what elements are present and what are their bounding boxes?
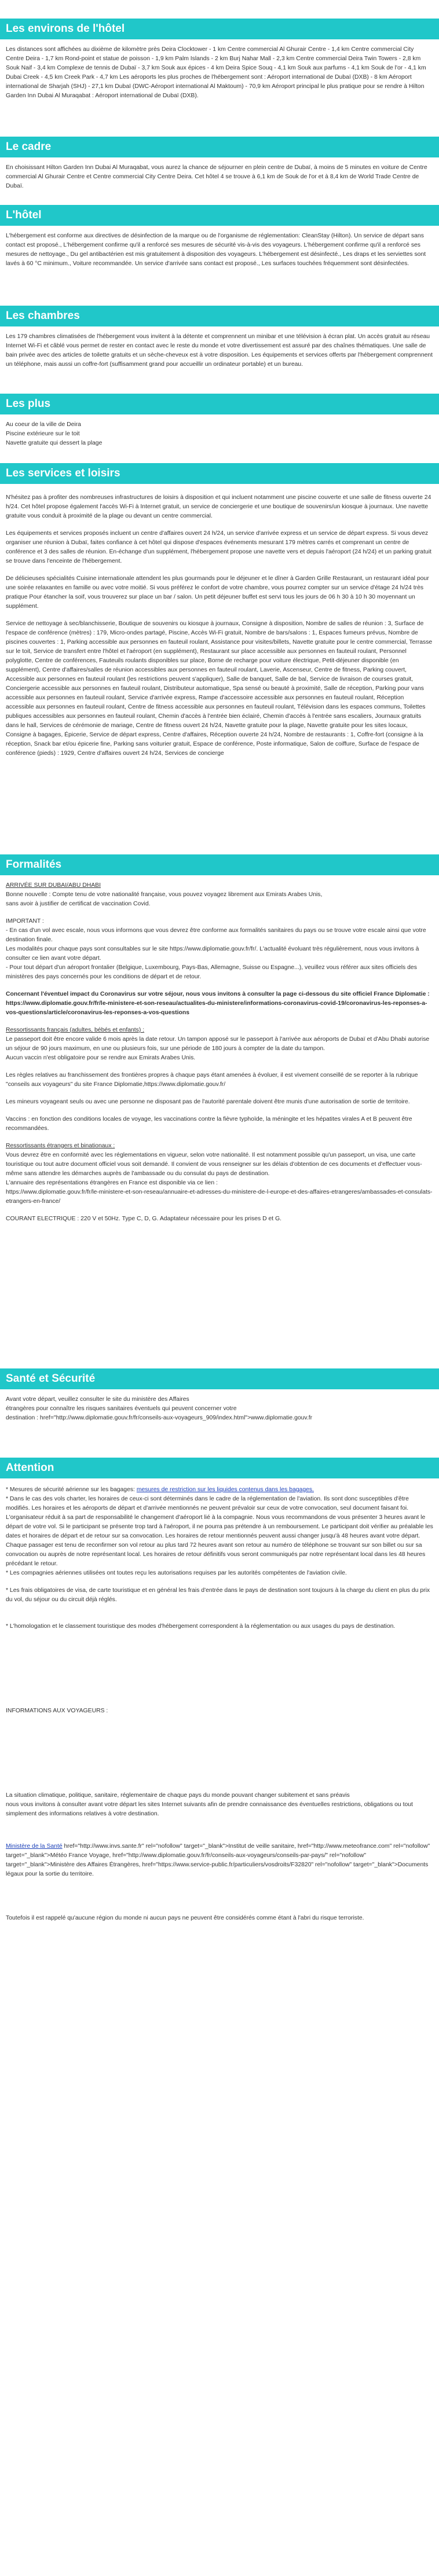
section-header-chambres: Les chambres — [0, 306, 439, 326]
hotel-text — [6, 232, 433, 277]
section-formalites — [0, 854, 439, 875]
sante-line: Avant votre départ, veuillez consulter le site du ministère des Affaires — [6, 1396, 189, 1403]
section-header-attention: Attention — [0, 1458, 439, 1478]
sante-line: destination : href="http://www.diplomatie.gouv.fr/fr/conseils-aux-voyageurs_909/index.html">www.diplomatie.gouv.fr — [6, 1415, 313, 1421]
plus-item: Piscine extérieure sur le toit — [6, 431, 80, 437]
cadre-text — [6, 163, 433, 199]
etrangers-text: L'annuaire des représentations étrangères en France est disponible via ce lien : — [6, 1180, 218, 1186]
attention-text — [6, 1485, 433, 1931]
attention-item: * L'homologation et le classement touristique des modes d'hébergement correspondent à la réglementation ou aux usages du pays de destination. — [6, 1623, 396, 1630]
section-attention — [0, 1458, 439, 1478]
important-heading: IMPORTANT : — [6, 918, 44, 924]
important-item: - Pour tout départ d'un aéroport frontalier (Belgique, Luxembourg, Pays-Bas, Allemagne, Suisse ou Espagne...), veuillez vous référer aux sites officiels des ministères des pays concernés pour les conditions de départ et de retour. — [6, 964, 417, 980]
important-item: - En cas d'un vol avec escale, nous vous informons que vous devrez être conforme aux formalités sanitaires du pays ou se trouve votre escale ainsi que votre destination finale. — [6, 927, 426, 943]
plus-item: Navette gratuite qui dessert la plage — [6, 440, 103, 446]
attention-item: * Les frais obligatoires de visa, de carte touristique et en général les frais d'entrée dans le pays de destination sont toujours à la charge du client en plus du prix du vol, du séjour ou du circuit déjà réglés. — [6, 1587, 430, 1603]
situation-text: nous vous invitons à consulter avant votre départ les sites Internet suivants afin de prendre connaissance des éventuelles restrictions, obligations ou tout simplement des informations relatives à votre destination. — [6, 1801, 413, 1817]
chambres-text — [6, 332, 433, 377]
sante-text — [6, 1395, 433, 1423]
formalites-line: sans avoir à justifier de certificat de vaccination Covid. — [6, 901, 151, 907]
section-header-formalites: Formalités — [0, 854, 439, 875]
section-services — [0, 463, 439, 484]
ressortissants-text: Aucun vaccin n'est obligatoire pour se rendre aux Emirats Arabes Unis. — [6, 1055, 196, 1061]
section-header-environs: Les environs de l'hôtel — [0, 19, 439, 39]
section-sante — [0, 1368, 439, 1389]
etrangers-heading: Ressortissants étrangers et binationaux : — [6, 1143, 115, 1149]
vaccins-text: Vaccins : en fonction des conditions locales de voyage, les vaccinations contre la fièvre typhoïde, la méningite et les hépatites virales A et B peuvent être recommandées. — [6, 1116, 412, 1132]
arrivee-heading: ARRIVÉE SUR DUBAI/ABU DHABI — [6, 882, 101, 889]
plus-list — [6, 420, 433, 448]
attention-item: * Les compagnies aériennes utilisées ont toutes reçu les autorisations requises par les autorités compétentes de l'aviation civile. — [6, 1570, 347, 1576]
liens-officiels-text: href="http://www.invs.sante.fr" rel="nofollow" target="_blank">Institut de veille sanitaire, href="http://www.meteofrance.com" rel="nofollow" target="_blank">Météo France Voyage, href="http://www.diplomatie.gouv.fr/fr/conseils-aux-voyageurs/conseils-par-pays/" rel="nofollow" target="_blank">Ministère des Affaires Étrangères, href="https://www.service-public.fr/particuliers/vosdroits/F32820" rel="nofollow" target="_blank">Documents légaux pour la sortie du territoire. — [6, 1843, 430, 1877]
plus-item: Au coeur de la ville de Deira — [6, 421, 81, 428]
cadre-paragraph: En choisissant Hilton Garden Inn Dubai Al Muraqabat, vous aurez la chance de séjourner en plein centre de Dubaï, à moins de 5 minutes en voiture de Centre commercial Al Ghurair Centre et Centre commercial City Centre Deira. Cet hôtel 4 se trouve à 6,1 km de Souk de l'or et à 8,4 km de World Trade Centre de Dubaï. — [6, 164, 427, 189]
environs-paragraph: Les distances sont affichées au dixième de kilomètre près Deira Clocktower - 1 km Centre commercial Al Ghurair Centre - 1,4 km Centre commercial City Centre Deira - 1,7 km Rond-point et statue de poisson - 1,9 km Palm Islands - 2 km Burj Nahar Mall - 2,3 km Centre commercial Deira Twin Towers - 2,8 km Souk Naif - 3,4 km Complexe de tennis de Dubaï - 3,7 km Souk aux épices - 4 km Deira Spice Souq - 4,1 km Souk aux parfums - 4,1 km Souk de l'or - 4,1 km Dubai Creek - 4,5 km Creek Park - 4,7 km Les aéroports les plus proches de l'hébergement sont : Aéroport international de Dubaï (DXB) - 8 km Aéroport international de Sharjah (SHJ) - 27,1 km Dubaï (DWC-Aéroport international Al Maktoum) - 70,9 km Aéroport principal le plus pratique pour se rendre à Hilton Garden Inn Dubai Al Muraqabat : Aéroport international de Dubaï (DXB). — [6, 46, 426, 99]
situation-text: La situation climatique, politique, sanitaire, réglementaire de chaque pays du monde pouvant changer subitement et sans préavis — [6, 1792, 350, 1799]
services-paragraph-4: Service de nettoyage à sec/blanchisserie, Boutique de souvenirs ou kiosque à journaux, Consigne à disposition, Nombre de salles de réunion : 3, Surface de l'espace de conférence (mètres) : 179, Micro-ondes partagé, Piscine, Accès Wi-Fi gratuit, Nombre de bars/salons : 1, Espaces fumeurs prévus, Nombre de piscines couvertes : 1, Parking accessible aux personnes en fauteuil roulant, Assistance pour visites/billets, Navette gratuite pour le centre commercial, Terrasse sur le toit, Service de transfert entre l'hôtel et l'aéroport (en supplément), Restaurant sur place accessible aux personnes en fauteuil roulant, Personnel polyglotte, Centre de conférences, Fauteuils roulants disponibles sur place, Borne de recharge pour voiture électrique, Petit-déjeuner disponible (en supplément), Centre d'affaires/salles de réunion accessibles aux personnes en fauteuil roulant, Laverie, Ascenseur, Centre de fitness, Parking couvert, Accessible aux personnes en fauteuil roulant (les restrictions peuvent s'appliquer), Salle de banquet, Salle de bal, Service de livraison de courses gratuit, Conciergerie accessible aux personnes en fauteuil roulant, Distributeur automatique, Spa sensé ou beauté à proximité, Salle de réception, Parking pour vans accessible aux personnes en fauteuil roulant, Service d'arrivée express, Rampe d'accessoire accessible aux personnes en fauteuil roulant, Réception accessible aux personnes en fauteuil roulant, Centre de fitness accessible aux personnes en fauteuil roulant, Télévision dans les espaces communs, Toilettes publiques accessibles aux personnes en fauteuil roulant, Chemin d'accès à l'entrée bien éclairé, Chemin d'accès à l'entrée sans escaliers, Journaux gratuits dans le hall, Services de cérémonie de mariage, Centre de fitness ouvert 24 h/24, Navette gratuite pour la plage, Navette gratuite pour les sites locaux, Consigne à bagages, Épicerie, Service de départ express, Centre d'affaires, Réception ouverte 24 h/24, Nombre de restaurants : 1, Coffre-fort (consigne à la réception, Snack bar et/ou épicerie fine, Parking sans voiturier gratuit, Espace de conférence, Poste informatique, Salon de coiffure, Surface de l'espace de conférence (pieds) : 1929, Centre d'affaires ouvert 24 h/24, Services de concierge — [6, 621, 433, 757]
section-header-hotel: L'hôtel — [0, 205, 439, 226]
environs-text — [6, 45, 433, 109]
etrangers-text: Vous devrez être en conformité avec les réglementations en vigueur, selon votre nationalité. Il est notamment possible qu'un passeport, un visa, une carte touristique ou tout autre document officiel vous soit demandé. Il convient de vous renseigner sur les délais d'obtention de ces documents et d'effectuer vous-même sans attendre les démarches auprès de l'ambassade ou du consulat du pays de destination. — [6, 1152, 422, 1177]
important-item: Les modalités pour chaque pays sont consultables sur le site https://www.diplomatie.gouv.fr/fr/. L'actualité évoluant très régulièrement, nous vous invitons à consulter ce lien avant votre départ. — [6, 946, 419, 962]
formalites-text — [6, 881, 433, 1232]
section-cadre — [0, 137, 439, 157]
services-paragraph-3: De délicieuses spécialités Cuisine internationale attendent les plus gourmands pour le déjeuner et le dîner à Garden Grille Restaurant, un restaurant idéal pour une soirée relaxantes en famille ou avec votre moitié. Si vous préférez le confort de votre chambre, vous pourrez compter sur un service d'étage 24 h/24 très pratique Pour étancher la soif, vous trouverez sur place un bar / salon. Un petit déjeuner buffet est servi tous les jours de 06 h 30 à 10 h 30 moyennant un supplément. — [6, 575, 429, 610]
courant-electrique: COURANT ELECTRIQUE : 220 V et 50Hz. Type C, D, G. Adaptateur nécessaire pour les prises D et G. — [6, 1216, 282, 1222]
ressortissants-text: Le passeport doit être encore valide 6 mois après la date retour. Un tampon apposé sur le passeport à l'arrivée aux aéroports de Dubaï et d'Abu Dhabi autorise un séjour de 90 jours maximum, en une ou plusieurs fois, sur une période de 180 jours à compter de la date du tampon. — [6, 1036, 430, 1052]
section-chambres — [0, 306, 439, 326]
attention-item-label: * Mesures de sécurité aérienne sur les bagages: — [6, 1487, 135, 1493]
terrorisme-notice: Toutefois il est rappelé qu'aucune région du monde ni aucun pays ne peuvent être considérés comme étant à l'abri du risque terroriste. — [6, 1915, 364, 1921]
section-header-services: Les services et loisirs — [0, 463, 439, 484]
services-text — [6, 493, 433, 766]
section-environs — [0, 19, 439, 39]
restrictions-liquides-link[interactable]: mesures de restriction sur les liquides contenus dans les bagages. — [136, 1487, 314, 1493]
formalites-line: Bonne nouvelle : Compte tenu de votre nationalité française, vous pouvez voyagez librement aux Emirats Arabes Unis, — [6, 891, 323, 898]
section-header-sante: Santé et Sécurité — [0, 1368, 439, 1389]
coronavirus-notice: Concernant l'éventuel impact du Coronavirus sur votre séjour, nous vous invitons à consulter la page ci-dessous du site officiel France Diplomatie : — [6, 991, 430, 997]
ressortissants-heading: Ressortissants français (adultes, bébés et enfants) : — [6, 1027, 145, 1033]
hotel-paragraph: L'hébergement est conforme aux directives de désinfection de la marque ou de l'organisme de réglementation: CleanStay (Hilton). Un service de départ sans contact est proposé., L'hébergement confirme qu'il a renforcé ses mesures de sécurité vis-à-vis des voyageurs. L'hébergement confirme qu'il a renforcé ses mesures de nettoyage., Du gel antibactérien est mis gratuitement à disposition des voyageurs. L'hébergement est désinfecté., Les draps et les serviettes sont lavés à 60 °C minimum., Voiture recommandée. Un service d'arrivée sans contact est proposé., Les surfaces touchées fréquemment sont désinfectées. — [6, 233, 426, 267]
section-plus — [0, 394, 439, 414]
services-paragraph-1: N'hésitez pas à profiter des nombreuses infrastructures de loisirs à disposition et qui incluent notamment une piscine couverte et une salle de fitness ouverte 24 h/24. Cet hôtel propose également l'accès Wi-Fi à Internet gratuit, un service de conciergerie et une boutique de souvenirs/un kiosque à journaux. Une navette gratuite vous conduit à proximité de la plage ou devant un centre commercial. — [6, 494, 431, 519]
ministere-sante-link[interactable]: Ministère de la Santé — [6, 1843, 63, 1850]
ressortissants-text: Les règles relatives au franchissement des frontières propres à chaque pays étant amenées à évoluer, il est vivement conseillé de se reporter à la rubrique "conseils aux voyageurs" du site France Diplomatie,https://www.diplomatie.gouv.fr/ — [6, 1072, 418, 1088]
sante-line: étrangères pour connaître les risques sanitaires éventuels qui peuvent concerner votre — [6, 1406, 237, 1412]
section-hotel — [0, 205, 439, 226]
ressortissants-text: Les mineurs voyageant seuls ou avec une personne ne disposant pas de l'autorité parentale doivent être munis d'une autorisation de sortie de territoire. — [6, 1099, 410, 1105]
attention-item — [6, 1485, 433, 1495]
liens-officiels — [6, 1842, 433, 1879]
attention-item: * Dans le cas des vols charter, les horaires de ceux-ci sont déterminés dans le cadre de la réglementation de l'aviation. Ils sont donc susceptibles d'être modifiés. Les horaires et les aéroports de départ et d'arrivée mentionnés ne peuvent prévaloir sur ceux de votre convocation, seul document faisant foi. L'organisateur réduit à sa part de responsabilité le changement d'aéroport lié à la compagnie. Nous vous recommandons de vous présenter 3 heures avant le départ de votre vol. Si le participant se présente trop tard à l'aéroport, il ne pourra pas prétendre à un remboursement. Le participant doit vérifier au préalable les dates et horaires de départ et de retour sur sa convocation. Les horaires de retour mentionnés peuvent aussi changer jusqu'à 48 heures avant votre départ. Chaque passager est tenu de reconfirmer son vol retour au plus tard 72 heures avant son retour au numéro de téléphone se trouvant sur son billet ou sur sa convocation ou auprès de notre représentant local. Les horaires de retour définitifs vous seront communiqués par notre représentant local dans les 48 heures précédant le retour. — [6, 1496, 433, 1567]
chambres-paragraph: Les 179 chambres climatisées de l'hébergement vous invitent à la détente et comprennent un minibar et une télévision à écran plat. Un accès gratuit au réseau Internet Wi-Fi et câblé vous permet de rester en contact avec le reste du monde et votre divertissement est assuré par des chaînes thématiques. Une salle de bain privée avec des articles de toilette gratuits et un sèche-cheveux est à votre disposition. Les équipements et services offerts par l'hébergement comprennent un téléphone, mais aussi un coffre-fort (suffisamment grand pour accueillir un ordinateur portable) et un bureau. — [6, 333, 433, 368]
section-header-cadre: Le cadre — [0, 137, 439, 157]
etrangers-url: https://www.diplomatie.gouv.fr/fr/le-ministere-et-son-reseau/annuaire-et-adresses-du-ministere-de-l-europe-et-des-affaires-etrangeres/ambassades-et-consulats-etrangers-en-france/ — [6, 1189, 433, 1205]
coronavirus-url: https://www.diplomatie.gouv.fr/fr/le-ministere-et-son-reseau/actualites-du-ministere/informations-coronavirus-covid-19/coronavirus-les-reponses-a-vos-questions/article/coronavirus-les-reponses-a-vos-questions — [6, 1000, 427, 1016]
section-header-plus: Les plus — [0, 394, 439, 414]
services-paragraph-2: Les équipements et services proposés incluent un centre d'affaires ouvert 24 h/24, un service d'arrivée express et un service de départ express. Si vous devez organiser une réunion à Dubaï, faites confiance à cet hôtel qui dispose d'espaces événements mesurant 179 mètres carrés et comprenant un centre de conférence et 3 des salles de réunion. En-échange d'un supplément, l'hébergement propose une navette vers et depuis l'aéroport (24 h/24) et un parking gratuit se trouve dans l'enceinte de l'hébergement. — [6, 530, 431, 564]
informations-voyageurs-heading: INFORMATIONS AUX VOYAGEURS : — [6, 1708, 108, 1714]
